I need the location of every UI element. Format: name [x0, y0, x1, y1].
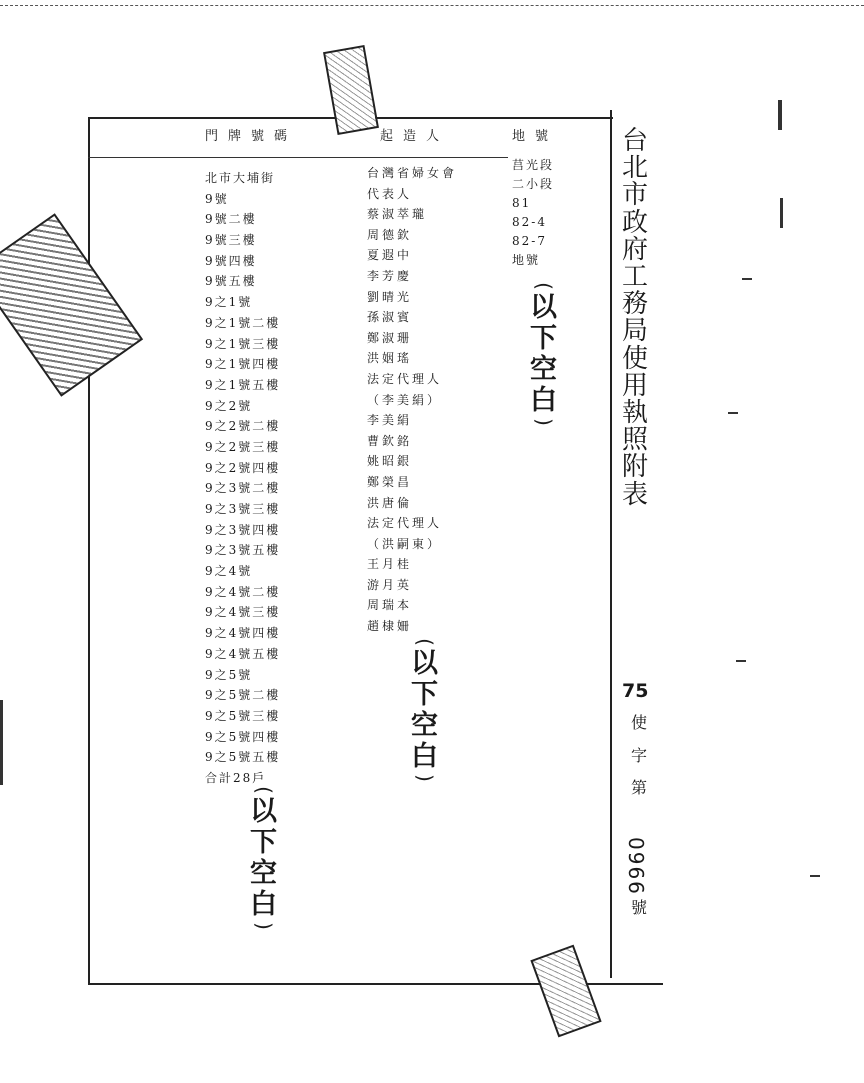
note-char-1: 以	[530, 292, 557, 323]
door-number-item: 9之2號二樓	[205, 419, 281, 434]
builder-item: 劉晴光	[367, 289, 413, 304]
note-char-4: 白	[250, 889, 277, 920]
door-number-item: 9之4號四樓	[205, 626, 281, 641]
side-title	[615, 128, 655, 509]
side-title-char: 政	[621, 207, 648, 238]
note-char-4: 白	[411, 741, 438, 772]
lot-item: 82-7	[512, 234, 547, 248]
scan-mark	[736, 660, 746, 662]
builder-item: 鄭榮昌	[367, 474, 413, 489]
builder-item: 洪姻瑤	[367, 351, 413, 366]
scan-mark	[728, 412, 738, 414]
builder-item: （李美絹）	[367, 392, 443, 407]
side-title-char: 務	[621, 289, 648, 320]
door-number-item: 9號五樓	[205, 274, 257, 289]
header-door-number: 門牌號碼	[205, 129, 298, 144]
side-title-char: 用	[621, 370, 648, 401]
door-number-item: 9之2號四樓	[205, 460, 281, 475]
permit-char: 第	[630, 778, 647, 797]
scan-mark	[810, 875, 820, 877]
handwritten-note-door: ( 以 下 空 白 )	[250, 786, 277, 930]
builder-item: 李芳慶	[367, 268, 413, 283]
builder-item: 代表人	[367, 186, 413, 201]
side-title-char: 台	[621, 126, 648, 156]
note-char-3: 空	[250, 858, 277, 889]
side-title-char: 執	[621, 398, 648, 429]
handwritten-note-lot: ( 以 下 空 白 )	[530, 282, 557, 426]
builder-item: 曹欽銘	[367, 433, 413, 448]
builder-item: 法定代理人	[367, 516, 443, 531]
doc-number: 75	[622, 680, 649, 702]
door-number-item: 9之1號二樓	[205, 315, 281, 330]
builder-item: 鄭淑珊	[367, 330, 413, 345]
scan-mark	[742, 278, 752, 280]
door-number-item: 9之1號四樓	[205, 357, 281, 372]
side-title-char: 北	[621, 153, 648, 184]
door-number-item: 9之3號五樓	[205, 543, 281, 558]
seal-stamp-left	[0, 213, 143, 397]
side-title-char: 府	[621, 234, 648, 265]
side-title-char: 使	[621, 343, 648, 374]
seal-stamp-bottom	[530, 945, 601, 1038]
door-number-item: 9之1號五樓	[205, 377, 281, 392]
side-title-char: 市	[621, 180, 648, 211]
frame-left-rule	[88, 117, 90, 985]
lot-item: 地號	[512, 253, 541, 267]
permit-char: 使	[630, 713, 647, 732]
builder-item: （洪嗣東）	[367, 536, 443, 551]
frame-divider-rule	[610, 110, 612, 978]
door-number-item: 9之5號二樓	[205, 688, 281, 703]
builder-item: 夏遐中	[367, 248, 413, 263]
builder-item: 趙棣姍	[367, 619, 413, 634]
door-number-list	[205, 168, 280, 789]
door-number-item: 9號二樓	[205, 212, 257, 227]
builder-item: 周德欽	[367, 227, 413, 242]
builder-item: 姚昭銀	[367, 454, 413, 469]
builder-item: 法定代理人	[367, 371, 443, 386]
note-char-2: 下	[530, 323, 557, 354]
scan-mark	[0, 700, 3, 785]
door-number-item: 9號三樓	[205, 233, 257, 248]
side-title-char: 表	[621, 479, 648, 510]
permit-char: 字	[630, 746, 647, 765]
builder-item: 李美絹	[367, 413, 413, 428]
note-char-2: 下	[250, 827, 277, 858]
lot-item: 81	[512, 196, 532, 210]
builder-item: 游月英	[367, 577, 413, 592]
builder-item: 周瑞本	[367, 598, 413, 613]
scan-edge	[0, 0, 864, 6]
header-lot-number: 地號	[512, 129, 559, 144]
side-title-char: 局	[621, 316, 648, 347]
scan-mark	[778, 100, 782, 130]
builder-item: 洪唐倫	[367, 495, 413, 510]
door-number-item: 9之4號三樓	[205, 605, 281, 620]
scan-mark	[780, 198, 783, 228]
seal-stamp-top	[323, 45, 379, 135]
header-builder: 起造人	[380, 129, 450, 144]
serial-number: 0966	[624, 837, 648, 896]
door-number-item: 9之3號二樓	[205, 481, 281, 496]
door-number-item: 9之4號五樓	[205, 646, 281, 661]
door-number-item: 9之5號四樓	[205, 729, 281, 744]
door-number-item: 9之5號	[205, 667, 253, 682]
note-char-3: 空	[411, 710, 438, 741]
door-number-item: 9之2號	[205, 398, 253, 413]
door-number-item: 北市大埔街	[205, 171, 276, 185]
door-number-item: 9之4號二樓	[205, 584, 281, 599]
builder-list	[367, 163, 457, 637]
builder-item: 孫淑賓	[367, 310, 413, 325]
door-number-item: 9之1號三樓	[205, 336, 281, 351]
door-number-item: 9號	[205, 191, 229, 206]
door-number-item: 9之3號四樓	[205, 522, 281, 537]
door-number-item: 9之5號五樓	[205, 750, 281, 765]
door-number-item: 9之3號三樓	[205, 502, 281, 516]
note-char-1: 以	[250, 796, 277, 827]
lot-number-list	[512, 156, 554, 270]
header-rule	[88, 157, 508, 158]
door-number-item: 9號四樓	[205, 253, 257, 268]
door-number-item: 9之5號三樓	[205, 708, 281, 723]
note-char-2: 下	[411, 679, 438, 710]
lot-item: 二小段	[512, 177, 555, 191]
side-title-char: 工	[621, 262, 648, 293]
handwritten-note-builder: ( 以 下 空 白 )	[411, 638, 438, 782]
side-title-char: 附	[621, 452, 648, 483]
note-char-1: 以	[411, 648, 438, 679]
builder-item: 台灣省婦女會	[367, 166, 458, 180]
note-char-3: 空	[530, 354, 557, 385]
lot-item: 82-4	[512, 215, 547, 229]
door-number-total: 合計28戶	[205, 770, 267, 785]
door-number-item: 9之1號	[205, 295, 253, 310]
builder-item: 蔡淑萃瓏	[367, 207, 428, 222]
door-number-item: 9之2號三樓	[205, 439, 281, 454]
door-number-item: 9之4號	[205, 564, 253, 579]
lot-item: 莒光段	[512, 158, 555, 172]
number-suffix: 號	[630, 898, 647, 917]
note-char-4: 白	[530, 385, 557, 416]
side-title-char: 照	[621, 425, 648, 456]
builder-item: 王月桂	[367, 557, 413, 572]
